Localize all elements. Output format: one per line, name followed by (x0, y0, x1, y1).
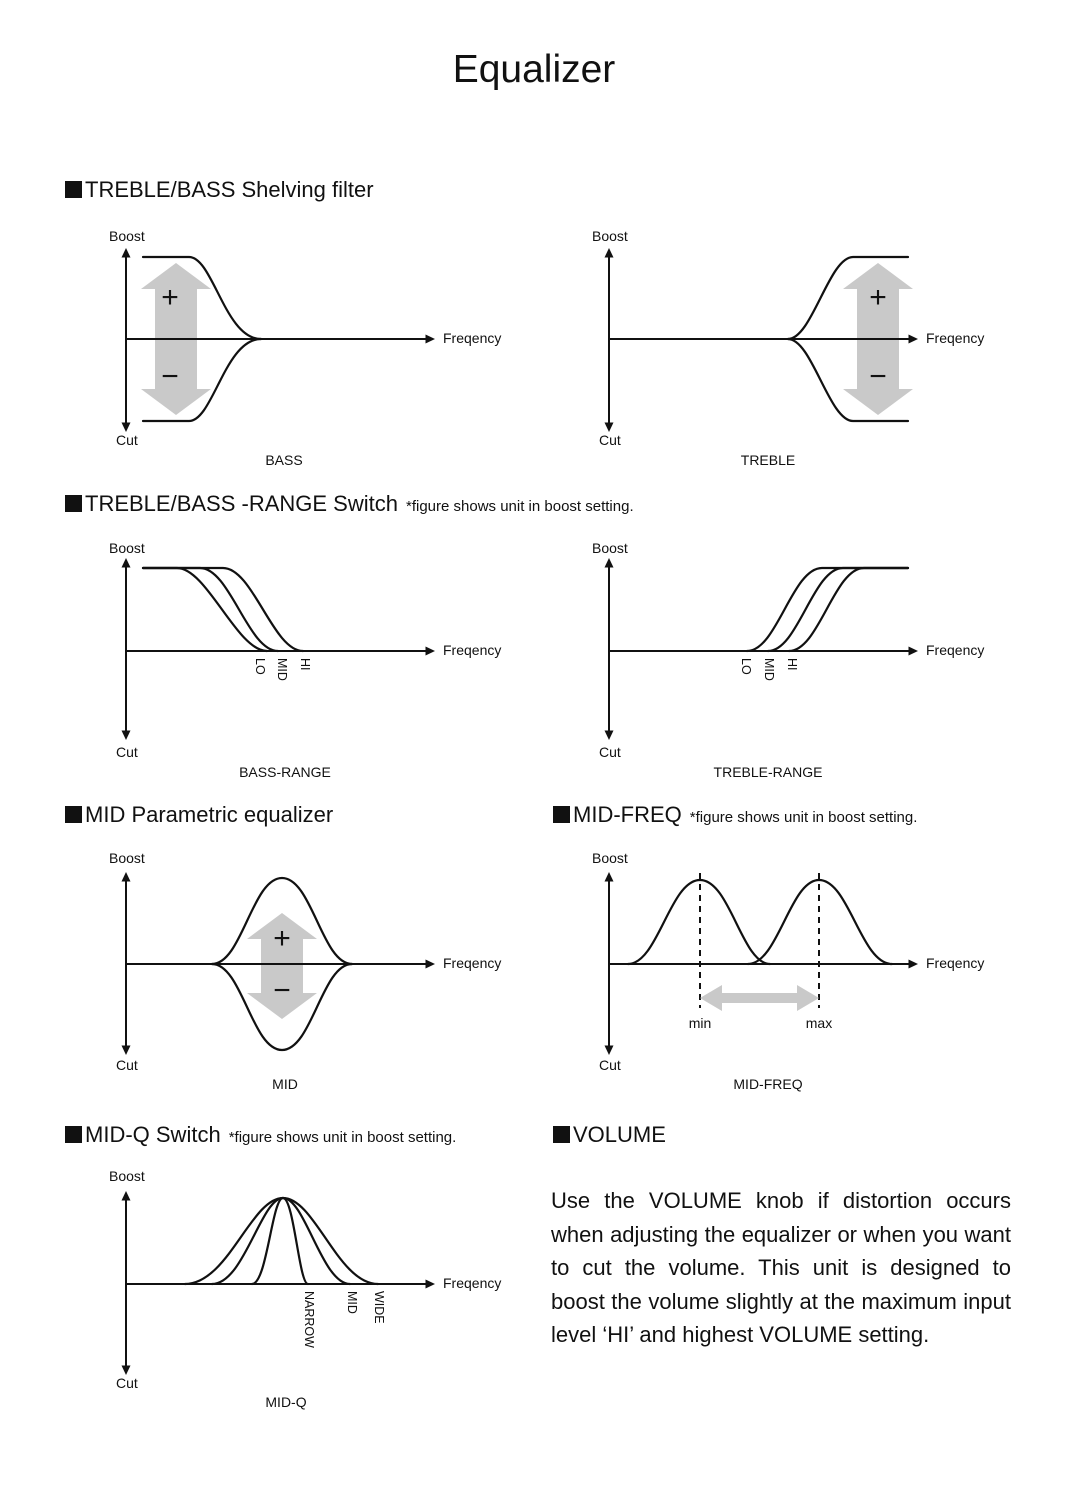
plus-sign: + (161, 281, 179, 314)
mid-freq-chart-figure (578, 848, 998, 1098)
treble-chart-figure (578, 226, 998, 472)
y-axis-top-arrowhead (122, 558, 131, 568)
wide-curve (185, 1198, 378, 1284)
x-axis-arrowhead (426, 960, 436, 969)
hi-range-label: HI (785, 658, 799, 671)
section-heading-text: MID Parametric equalizer (85, 802, 334, 827)
boost-label: Boost (109, 1168, 145, 1184)
bass-range-caption: BASS-RANGE (239, 764, 331, 780)
narrow-q-label: NARROW (302, 1291, 316, 1348)
mid-curve (768, 568, 908, 651)
volume-paragraph: Use the VOLUME knob if distortion occurs when adjusting the equalizer or when you want to cut the volume. This unit is designed to boost the volume slightly at the maximum input level ‘HI’ and highest VOLUME setting. (551, 1188, 1011, 1347)
mid-q-chart-figure (95, 1166, 495, 1418)
bass-range-chart-figure (95, 538, 495, 780)
section-note: *figure shows unit in boost setting. (228, 1129, 457, 1146)
mid-freq-caption: MID-FREQ (733, 1076, 803, 1092)
section-heading-text: VOLUME (573, 1122, 666, 1147)
mid-curve (212, 1198, 350, 1284)
section-note: *figure shows unit in boost setting. (689, 809, 918, 826)
boost-label: Boost (592, 850, 628, 866)
frequency-label: Freqency (443, 955, 502, 971)
bass-chart (95, 226, 495, 472)
treble-chart (578, 226, 998, 472)
frequency-label: Freqency (443, 642, 502, 658)
treble-range-caption: TREBLE-RANGE (713, 764, 823, 780)
mid-q-chart (95, 1166, 495, 1418)
y-axis-bottom-arrowhead (122, 1046, 131, 1056)
x-axis-arrowhead (426, 1280, 436, 1289)
freq-sweep-arrow-icon (700, 985, 819, 1011)
lo-curve (143, 568, 267, 651)
boost-label: Boost (592, 540, 628, 556)
y-axis-bottom-arrowhead (605, 1046, 614, 1056)
lo-range-label: LO (253, 658, 267, 675)
bass-chart-figure (95, 226, 495, 472)
x-axis-arrowhead (426, 335, 436, 344)
mid-chart-figure (95, 848, 495, 1098)
section-bullet-icon (65, 181, 82, 198)
mid-curve (143, 568, 278, 651)
page-title: Equalizer (452, 48, 616, 91)
section-heading-text: MID-Q Switch (85, 1122, 221, 1147)
minus-sign: − (161, 360, 179, 393)
cut-label: Cut (599, 432, 621, 448)
bass-range-chart (95, 538, 495, 780)
frequency-label: Freqency (926, 330, 985, 346)
y-axis-bottom-arrowhead (122, 1366, 131, 1376)
mid-range-label: MID (275, 658, 289, 681)
bass-caption: BASS (265, 452, 303, 468)
plus-sign: + (273, 922, 291, 955)
cut-label: Cut (599, 744, 621, 760)
y-axis-top-arrowhead (605, 248, 614, 258)
section-heading-volume (553, 1122, 666, 1148)
section-heading-mid-freq (553, 802, 917, 831)
y-axis-bottom-arrowhead (122, 731, 131, 741)
cut-label: Cut (599, 1057, 621, 1073)
section-heading-text: TREBLE/BASS -RANGE Switch (85, 491, 398, 516)
cut-label: Cut (116, 432, 138, 448)
x-axis-arrowhead (909, 647, 919, 656)
max-label: max (805, 1015, 833, 1031)
treble-caption: TREBLE (740, 452, 796, 468)
frequency-label: Freqency (926, 955, 985, 971)
boost-label: Boost (109, 228, 145, 244)
mid-q-label: MID (345, 1291, 359, 1314)
y-axis-bottom-arrowhead (605, 731, 614, 741)
mid-range-label: MID (762, 658, 776, 681)
y-axis-bottom-arrowhead (605, 423, 614, 433)
y-axis-top-arrowhead (122, 1191, 131, 1201)
mid-q-caption: MID-Q (265, 1394, 307, 1410)
section-heading-text: MID-FREQ (573, 802, 682, 827)
min-label: min (688, 1015, 712, 1031)
hi-range-label: HI (298, 658, 312, 671)
section-heading-mid (65, 802, 333, 828)
frequency-label: Freqency (443, 1275, 502, 1291)
y-axis-bottom-arrowhead (122, 423, 131, 433)
y-axis-top-arrowhead (122, 872, 131, 882)
y-axis-top-arrowhead (605, 558, 614, 568)
mid-caption: MID (272, 1076, 298, 1092)
cut-label: Cut (116, 1057, 138, 1073)
x-axis-arrowhead (426, 647, 436, 656)
section-bullet-icon (553, 1126, 570, 1143)
frequency-label: Freqency (926, 642, 985, 658)
plus-sign: + (869, 281, 887, 314)
section-heading-shelving (65, 177, 374, 203)
section-note: *figure shows unit in boost setting. (405, 498, 634, 515)
boost-label: Boost (109, 540, 145, 556)
y-axis-top-arrowhead (605, 872, 614, 882)
section-bullet-icon (65, 1126, 82, 1143)
x-axis-arrowhead (909, 335, 919, 344)
lo-range-label: LO (739, 658, 753, 675)
y-axis-top-arrowhead (122, 248, 131, 258)
cut-label: Cut (116, 744, 138, 760)
section-heading-text: TREBLE/BASS Shelving filter (85, 177, 374, 202)
boost-label: Boost (592, 228, 628, 244)
hi-curve (789, 568, 908, 651)
frequency-label: Freqency (443, 330, 502, 346)
section-bullet-icon (65, 806, 82, 823)
boost-label: Boost (109, 850, 145, 866)
mid-freq-chart (578, 848, 998, 1098)
section-heading-mid-q (65, 1122, 456, 1151)
minus-sign: − (273, 974, 291, 1007)
wide-q-label: WIDE (372, 1291, 386, 1324)
x-axis-arrowhead (909, 960, 919, 969)
section-bullet-icon (553, 806, 570, 823)
section-bullet-icon (65, 495, 82, 512)
cut-label: Cut (116, 1375, 138, 1391)
mid-chart (95, 848, 495, 1098)
minus-sign: − (869, 360, 887, 393)
section-heading-range (65, 491, 634, 520)
